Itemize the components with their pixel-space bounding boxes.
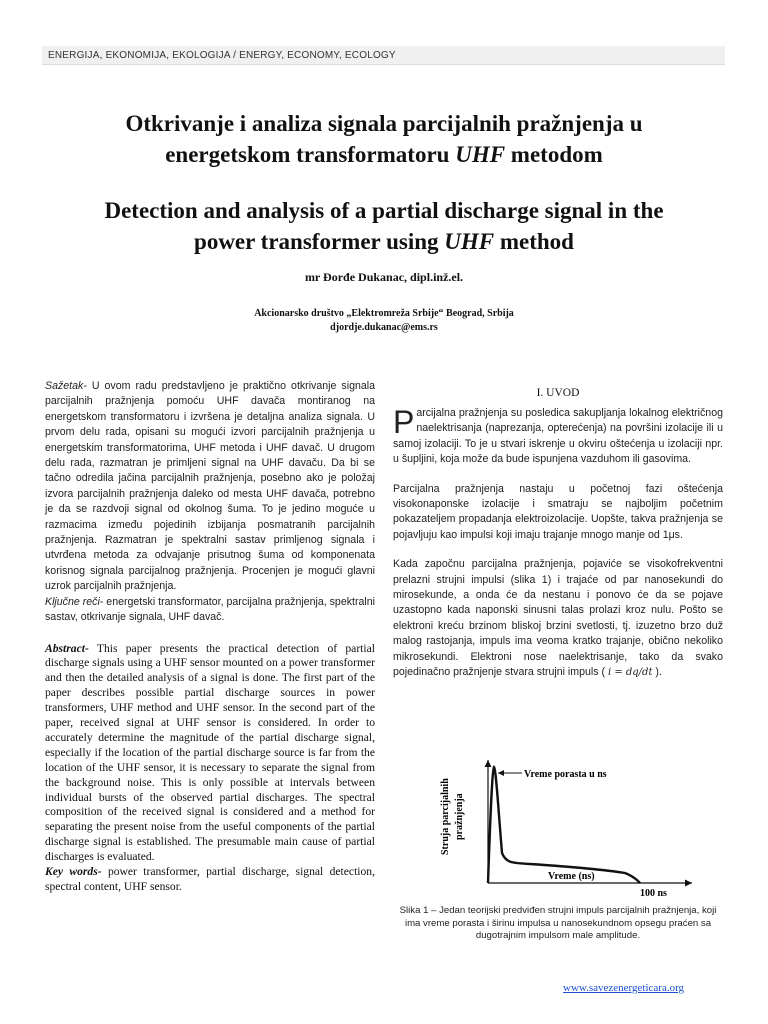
title-en-uhf: UHF xyxy=(444,229,495,254)
abstract-english xyxy=(45,642,375,866)
y-axis-label-1: Struja parcijalnih xyxy=(440,778,451,855)
keywords-english xyxy=(45,865,375,895)
current-equation: i = dq/dt xyxy=(607,667,653,678)
intro-p3-text-a: Kada započnu parcijalna pražnjenja, pojaviće se visokofrekventni prelazni strujni impulsi (slika 1) i trajaće od par nanosekundi do mirosekunde, a onda će da nestanu i ponovo će da se pojave uzastopno kada naponski sinusni talas prolazi kroz nulu. Pošto se elektroni kreću brzinom bliskoj brzini svetlosti, tj. izuzetno brzo duž malog rastojanja, impuls ima veoma kratko trajanje, obično nekoliko mikrosekundi. Elektroni nose naelektrisanje, tako da svako pojedinačno pražnjenje stvara strujni impuls ( xyxy=(393,558,723,678)
abstract-en-label: Abstract- xyxy=(45,641,89,655)
abstract-sr-text: U ovom radu predstavljeno je praktično otkrivanje signala parcijalnih pražnjenja pomoću UHF davača montiranog na energetskom transformatoru i izvršena je detaljna analiza signala. U prvom delu rada, opisani su mogući izvori parcijalnih pražnjenja u energetskim transformatorima, UHF metoda i UHF davač. U drugom delu rada, razmatran je primljeni signal na UHF davaču. Da bi se tačno odredila jačina parcijalnih pražnjenja, posebno ako je položaj izvora parcijalnih pražnjenja daleko od mesta UHF davača, potrebno je da se razdvoji signal od okolnog šuma. To je jedino moguće u razmacima između pojedinih izbijanja posmatranih parcijalnih pražnjenja. Razmatran je spektralni sastav primljenog signala i utvrđena metoda za odvajanje prisutnog šuma od komponenata korisnog signala parcijalnog pražnjenja. Procenjen je mogući glavni uzrok parcijalnih pražnjenja. xyxy=(45,380,375,593)
author-name: mr Đorđe Dukanac, dipl.inž.el. xyxy=(304,270,464,284)
x-axis-end-label: 100 ns xyxy=(640,888,667,899)
keywords-sr-text: energetski transformator, parcijalna pražnjenja, spektralni sastav, otkrivanje signala, UHF davač. xyxy=(45,595,375,624)
keywords-en-label: Key words- xyxy=(45,865,102,879)
keywords-serbian xyxy=(45,595,375,626)
keywords-en-text: power transformer, partial discharge, signal detection, spectral content, UHF sensor. xyxy=(45,865,375,893)
intro-paragraph-1 xyxy=(393,403,723,468)
journal-name: ENERGIJA, EKONOMIJA, EKOLOGIJA / ENERGY, ECONOMY, ECOLOGY xyxy=(48,50,396,61)
x-axis-label: Vreme (ns) xyxy=(548,871,595,882)
title-sr-line2c: metodom xyxy=(505,142,603,167)
keywords-sr-label: Ključne reči- xyxy=(45,595,104,608)
intro-paragraph-3 xyxy=(393,557,723,680)
pulse-figure xyxy=(430,755,700,900)
title-sr-uhf: UHF xyxy=(455,142,506,167)
title-sr-line2a: energetskom transformatoru xyxy=(165,142,456,167)
title-english xyxy=(40,195,728,257)
pulse-curve xyxy=(488,767,640,883)
title-en-line1: Detection and analysis of a partial discharge signal in the xyxy=(104,198,664,223)
author-affiliation: Akcionarsko društvo „Elektromreža Srbije“ Beograd, Srbija xyxy=(254,308,514,319)
abstract-en-text: This paper presents the practical detection of partial discharge signals using a UHF sensor mounted on a power transformer and then the detailed analysis of a signal is done. The first part of the paper describes possible partial discharge sources in power transformers, UHF method and UHF sensor. In the second part of the paper, received signal at UHF sensor is considered. In order to accurately determine the magnitude of the partial discharge signal, especially if the location of the partial discharge source is far from the location of the UHF sensor, it is necessary to separate the signal from the background noise. This is only possible at intervals between individual bursts of the observed partial discharges. The spectral composition of the received signal is considered and a method for separating the present noise from the useful components of the partial discharge signal is established. The presumable main cause of partial discharges is evaluated. xyxy=(45,641,375,864)
right-column xyxy=(393,386,723,680)
website-link[interactable]: www.savezenergeticara.org xyxy=(563,982,685,994)
intro-p1-text: arcijalna pražnjenja su posledica sakupljanja lokalnog električnog naelektrisanja (naprezanja, opterećenja) na površini izolacije ili u samoj izolaciji. To je u stvari iskrenje u okviru oštećenja u izolaciji npr. u šupljini, koja može da bude ispunjena vazduhom ili gasovima. xyxy=(393,406,723,466)
intro-paragraph-2: Parcijalna pražnjenja nastaju u početnoj fazi oštećenja visokonaponske izolacije i smatraju se najboljim početnim pokazateljem propadanja elektroizolacije. Uopšte, takva pražnjenja se pojavljuju kao impulsi koji imaju trajanje mnogo manje od 1μs. xyxy=(393,482,723,541)
author-email: djordje.dukanac@ems.rs xyxy=(330,322,438,333)
left-column xyxy=(45,379,375,895)
title-sr-line1: Otkrivanje i analiza signala parcijalnih pražnjenja u xyxy=(125,111,643,136)
title-en-line2a: power transformer using xyxy=(194,229,445,254)
abstract-serbian xyxy=(45,379,375,595)
intro-p3-text-b: ). xyxy=(652,666,662,678)
drop-cap: P xyxy=(393,403,415,440)
figure-caption: Slika 1 – Jedan teorijski predviđen strujni impuls parcijalnih pražnjenja, koji ima vreme porasta i širinu impulsa u nanosekundnom opsegu praćen sa dugotrajnim impulsom male amplitude. xyxy=(399,905,717,941)
y-axis-label-2: pražnjenja xyxy=(454,793,465,840)
annotation-label: Vreme porasta u ns xyxy=(524,769,607,780)
abstract-sr-label: Sažetak- xyxy=(45,380,87,392)
title-en-line2c: method xyxy=(494,229,574,254)
section-heading: I. UVOD xyxy=(536,387,580,399)
title-serbian xyxy=(40,108,728,170)
